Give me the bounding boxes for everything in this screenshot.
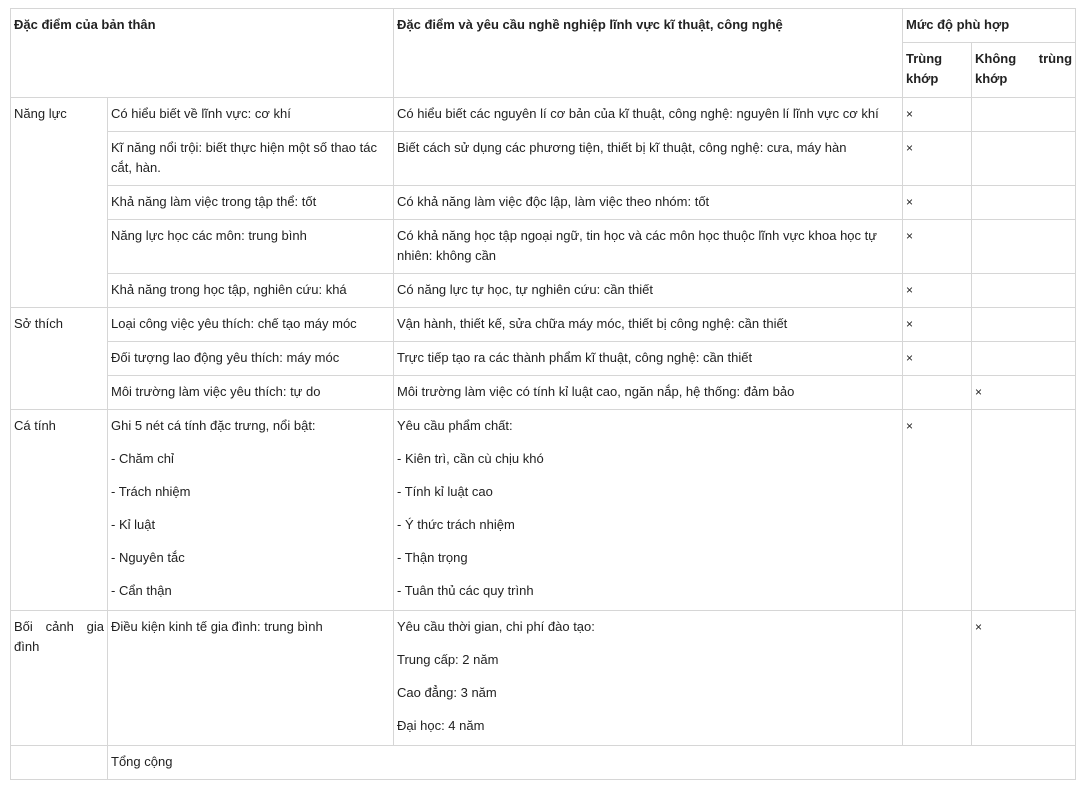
nomatch-mark [972, 98, 1076, 132]
table-row [11, 410, 1076, 611]
match-mark: × [903, 186, 972, 220]
self-cell: Môi trường làm việc yêu thích: tự do [108, 376, 394, 410]
match-mark [903, 611, 972, 746]
job-cell: Môi trường làm việc có tính kỉ luật cao, ngăn nắp, hệ thống: đảm bảo [394, 376, 903, 410]
table-row [11, 611, 1076, 746]
table-row [11, 98, 1076, 132]
family-self-cell: Điều kiện kinh tế gia đình: trung bình [108, 611, 394, 746]
personality-job-line: - Ý thức trách nhiệm [397, 517, 515, 532]
nomatch-mark [972, 132, 1076, 186]
match-mark: × [903, 274, 972, 308]
total-empty-cell [11, 746, 108, 780]
personality-self-line: - Trách nhiệm [111, 484, 191, 499]
header-row [11, 9, 1076, 43]
personality-self-cell [108, 410, 394, 611]
group-boi-canh [11, 611, 108, 746]
personality-self-line: - Nguyên tắc [111, 550, 185, 565]
family-job-line: Yêu cầu thời gian, chi phí đào tạo: [397, 619, 595, 634]
self-cell: Khả năng làm việc trong tập thể: tốt [108, 186, 394, 220]
table-row [11, 308, 1076, 342]
personality-job-cell [394, 410, 903, 611]
table-row [11, 220, 1076, 274]
table-row [11, 132, 1076, 186]
match-mark: × [903, 342, 972, 376]
personality-self-line: - Cẩn thận [111, 583, 172, 598]
job-cell: Có khả năng học tập ngoại ngữ, tin học và các môn học thuộc lĩnh vực khoa học tự nhiên: không cần [394, 220, 903, 274]
self-cell: Đối tượng lao động yêu thích: máy móc [108, 342, 394, 376]
personality-job-line: - Tuân thủ các quy trình [397, 583, 534, 598]
job-cell: Có năng lực tự học, tự nghiên cứu: cần thiết [394, 274, 903, 308]
personality-self-line: - Kỉ luật [111, 517, 156, 532]
family-job-line: Cao đẳng: 3 năm [397, 685, 497, 700]
group-so-thich: Sở thích [11, 308, 108, 410]
total-row [11, 746, 1076, 780]
job-cell: Có hiểu biết các nguyên lí cơ bản của kĩ thuật, công nghệ: nguyên lí lĩnh vực cơ khí [394, 98, 903, 132]
header-self-traits: Đặc điểm của bản thân [11, 9, 394, 98]
match-mark: × [903, 410, 972, 611]
nomatch-mark: × [972, 611, 1076, 746]
personality-self-line: Ghi 5 nét cá tính đặc trưng, nổi bật: [111, 418, 316, 433]
header-job-traits: Đặc điểm và yêu cầu nghề nghiệp lĩnh vực kĩ thuật, công nghệ [394, 9, 903, 98]
self-cell: Kĩ năng nổi trội: biết thực hiện một số thao tác cắt, hàn. [108, 132, 394, 186]
header-fit-level: Mức độ phù hợp [903, 9, 1076, 43]
self-cell: Có hiểu biết về lĩnh vực: cơ khí [108, 98, 394, 132]
header-match: Trùng khớp [903, 43, 972, 98]
nomatch-mark [972, 274, 1076, 308]
group-nang-luc: Năng lực [11, 98, 108, 308]
match-mark: × [903, 132, 972, 186]
personality-job-line: Yêu cầu phẩm chất: [397, 418, 513, 433]
match-mark: × [903, 220, 972, 274]
self-cell: Năng lực học các môn: trung bình [108, 220, 394, 274]
nomatch-mark: × [972, 376, 1076, 410]
family-job-line: Trung cấp: 2 năm [397, 652, 499, 667]
personality-job-line: - Kiên trì, cần cù chịu khó [397, 451, 544, 466]
job-cell: Trực tiếp tạo ra các thành phẩm kĩ thuật, công nghệ: cần thiết [394, 342, 903, 376]
table-row [11, 376, 1076, 410]
group-boi-canh-line-2: đình [14, 639, 40, 654]
total-label: Tổng cộng [108, 746, 1076, 780]
job-cell: Biết cách sử dụng các phương tiện, thiết bị kĩ thuật, công nghệ: cưa, máy hàn [394, 132, 903, 186]
table-row [11, 274, 1076, 308]
nomatch-mark [972, 410, 1076, 611]
match-mark: × [903, 98, 972, 132]
header-no-match-line-1: Không trùng [975, 51, 1073, 66]
self-cell: Loại công việc yêu thích: chế tạo máy móc [108, 308, 394, 342]
personality-job-line: - Thận trọng [397, 550, 468, 565]
job-cell: Vận hành, thiết kế, sửa chữa máy móc, thiết bị công nghệ: cần thiết [394, 308, 903, 342]
match-mark [903, 376, 972, 410]
group-boi-canh-line-1: Bối cảnh gia [14, 619, 104, 634]
personality-self-line: - Chăm chỉ [111, 451, 174, 466]
table-row [11, 186, 1076, 220]
header-no-match-line-2: khớp [975, 71, 1008, 86]
self-cell: Khả năng trong học tập, nghiên cứu: khá [108, 274, 394, 308]
family-job-cell [394, 611, 903, 746]
nomatch-mark [972, 186, 1076, 220]
match-mark: × [903, 308, 972, 342]
nomatch-mark [972, 308, 1076, 342]
job-cell: Có khả năng làm việc độc lập, làm việc theo nhóm: tốt [394, 186, 903, 220]
family-job-line: Đại học: 4 năm [397, 718, 485, 733]
personality-job-line: - Tính kỉ luật cao [397, 484, 493, 499]
group-ca-tinh: Cá tính [11, 410, 108, 611]
nomatch-mark [972, 220, 1076, 274]
table-row [11, 342, 1076, 376]
header-no-match [972, 43, 1076, 98]
career-fit-table [10, 8, 1076, 780]
nomatch-mark [972, 342, 1076, 376]
